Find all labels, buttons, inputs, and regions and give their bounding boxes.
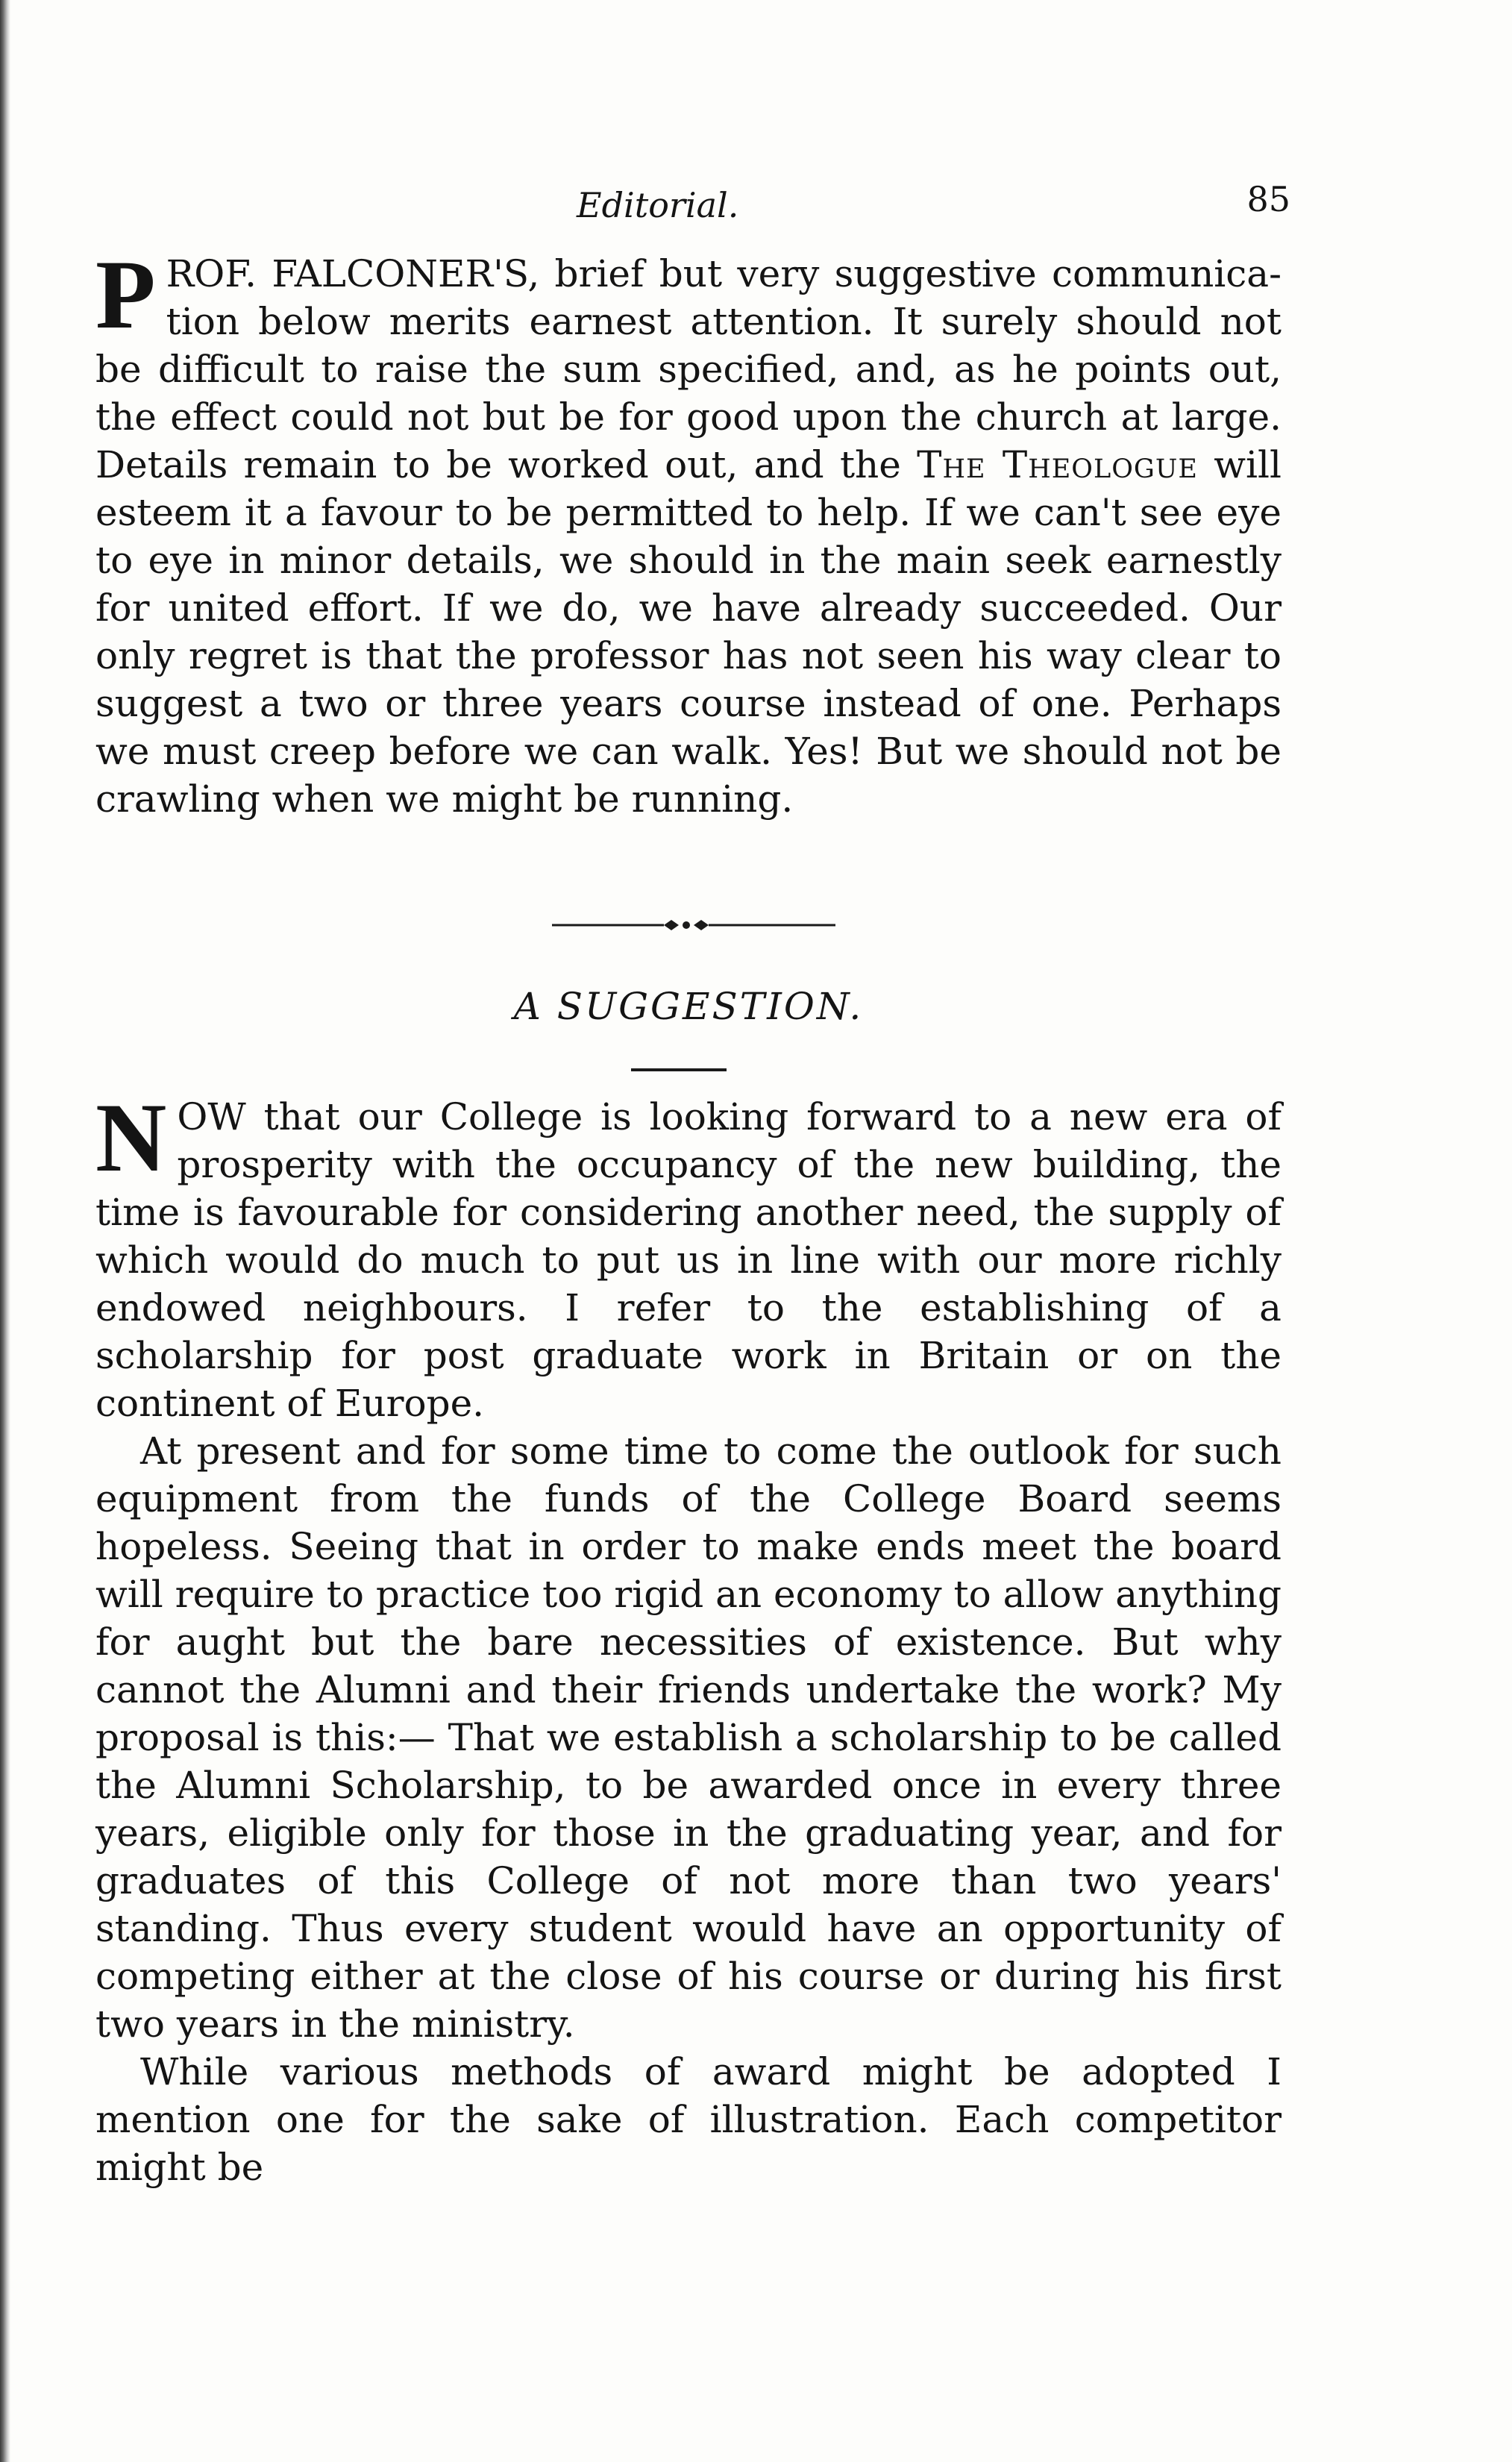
page-number: 85 [1246,179,1290,219]
page-binding-edge [0,0,10,2462]
editorial-paragraph [95,239,1282,823]
article-paragraph-3: While various methods of award might be adopted I mention one for the sake of illustration. Each competitor might be [95,2050,1282,2189]
editorial-lead: ROF. FALCONER'S, brief but very suggestive communica- [166,252,1282,295]
article-paragraph-2: At present and for some time to come the outlook for such equipment from the funds of the College Board seems hopeless. Seeing that in order to make ends meet the board will require to practice too rigid an economy to allow anything for aught but the bare necessities of existence. But why cannot the Alumni and their friends undertake the work? My proposal is this:— That we establish a scholarship to be called the Alumni Scholarship, to be awarded once in every three years, eligible only for those in the graduating year, and for graduates of this College of not more than two years' standing. Thus every student would have an opportunity of competing either at the close of his course or during his first two years in the ministry. [95,1429,1282,2046]
article-paragraph-1 [95,1083,1282,1427]
running-head [95,179,1290,231]
running-title: Editorial. [577,185,739,225]
editorial-note [95,239,1282,823]
editorial-text-after: will esteem it a favour to be permitted to help. If we can't see eye to eye in minor details, we should in the main seek earnestly for united effort. If we do, we have already succeeded. Our only regret is that the professor has not seen his way clear to suggest a two or three years course instead of one. Perhaps we must creep before we can walk. Yes! But we should not be crawling when we might be running. [95,443,1282,821]
editorial-text-before: tion below merits earnest attention. It surely should not be difficult to raise the sum specified, and, as he points out, the effect could not but be for good upon the church at large. Details remain to be worked out, and the [95,300,1282,486]
title-rule [631,1068,727,1071]
journal-name: The Theologue [917,443,1198,486]
drop-cap: P [95,239,156,349]
article-body [95,1083,1282,2191]
section-title: A SUGGESTION. [513,985,864,1028]
drop-cap: N [95,1083,167,1192]
section-divider-ornament [552,916,835,934]
paragraph-text: OW that our College is looking forward to a new era of prosperity with the occupancy of the new building, the time is favourable for considering another need, the supply of which would do much to put us in line with our more richly endowed neighbours. I refer to the establishing of a scholarship for post graduate work in Britain or on the continent of Europe. [95,1095,1282,1425]
